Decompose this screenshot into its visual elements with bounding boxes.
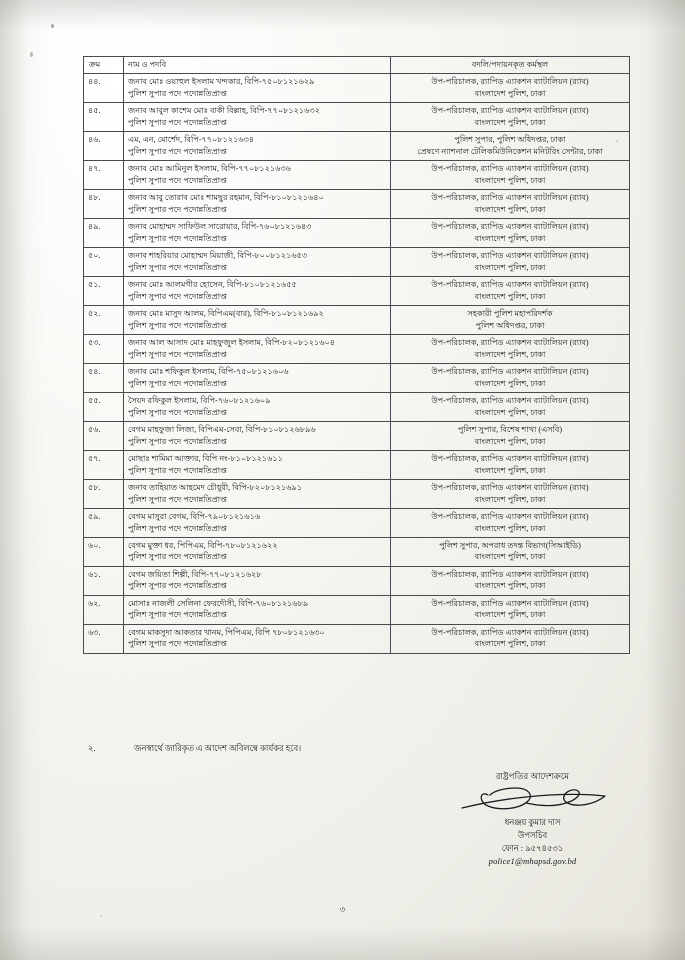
officer-current-designation: পুলিশ সুপার পদে পদোন্নতিপ্রাপ্ত: [128, 233, 227, 243]
table-row: [84, 451, 630, 480]
officer-current-designation: পুলিশ সুপার পদে পদোন্নতিপ্রাপ্ত: [128, 291, 227, 301]
table-row: [84, 566, 630, 595]
cell-name-and-designation: [124, 132, 391, 161]
officer-current-designation: পুলিশ সুপার পদে পদোন্নতিপ্রাপ্ত: [128, 262, 227, 272]
officer-name: মোছাঃ শামিমা আক্তার, বিপি নং-৮১০৮১২১৬১১: [128, 454, 283, 464]
cell-serial: ৪৮.: [84, 190, 124, 219]
signatory-email: police1@mhapsd.gov.bd: [488, 856, 577, 867]
cell-serial: ৫০.: [84, 248, 124, 277]
officer-name: বেগম মুক্তা ধর, পিপিএম, বিপি-৭৮০৮১২১৬২২: [128, 540, 278, 550]
cell-name-and-designation: [124, 364, 391, 393]
cell-posting: [391, 537, 630, 566]
posting-office: উপ-পরিচালক, র‍্যাপিড এ্যাকশন ব্যাটালিয়ন (র‍্যাব): [431, 251, 589, 261]
cell-posting: [391, 103, 630, 132]
table-row: [84, 103, 630, 132]
cell-name-and-designation: [124, 103, 391, 132]
cell-posting: [391, 335, 630, 364]
posting-office: উপ-পরিচালক, র‍্যাপিড এ্যাকশন ব্যাটালিয়ন (র‍্যাব): [431, 164, 589, 174]
column-header-name: নাম ও পদবি: [124, 57, 391, 74]
cell-name-and-designation: [124, 306, 391, 335]
posting-office: পুলিশ সুপার, বিশেষ শাখা (এসবি): [457, 425, 563, 435]
officer-name: এম, এন, মোর্শেদ, বিপি-৭৭০৮১২১৬৩৪: [128, 135, 255, 145]
officer-current-designation: পুলিশ সুপার পদে পদোন্নতিপ্রাপ্ত: [128, 146, 227, 156]
table-row: [84, 74, 630, 103]
officer-current-designation: পুলিশ সুপার পদে পদোন্নতিপ্রাপ্ত: [128, 581, 227, 591]
cell-posting: [391, 74, 630, 103]
posting-location: প্রেষণে ন্যাশনাল টেলিকমিউনিকেশন মনিটরিং সেন্টার, ঢাকা: [417, 146, 603, 156]
cell-serial: ৪৯.: [84, 219, 124, 248]
officer-current-designation: পুলিশ সুপার পদে পদোন্নতিপ্রাপ্ত: [128, 117, 227, 127]
officer-current-designation: পুলিশ সুপার পদে পদোন্নতিপ্রাপ্ত: [128, 407, 227, 417]
cell-posting: [391, 161, 630, 190]
cell-name-and-designation: [124, 422, 391, 451]
cell-posting: [391, 190, 630, 219]
table-row: [84, 161, 630, 190]
officer-name: জনাব মোঃ ওয়াহুল ইসলাম খন্দকার, বিপি-৭৫০৮১২১৬২৯: [128, 77, 315, 87]
transfer-order-table: [83, 56, 630, 654]
table-row: [84, 422, 630, 451]
officer-current-designation: পুলিশ সুপার পদে পদোন্নতিপ্রাপ্ত: [128, 610, 227, 620]
officer-current-designation: পুলিশ সুপার পদে পদোন্নতিপ্রাপ্ত: [128, 639, 227, 649]
table-body: [84, 74, 630, 653]
officer-name: জনাব তাহিয়াত আহমেদ চৌধুরী, বিপি-৮২০৮১২১৬৯১: [128, 483, 303, 493]
column-header-serial: ক্রম: [84, 57, 124, 74]
cell-name-and-designation: [124, 480, 391, 509]
officer-name: জনাব আবু তোরাব মোঃ শামছুর রহমান, বিপি-৮১০৮১২১৬৪০: [128, 193, 324, 203]
posting-location: বাংলাদেশ পুলিশ, ঢাকা: [474, 262, 546, 272]
officer-current-designation: পুলিশ সুপার পদে পদোন্নতিপ্রাপ্ত: [128, 523, 227, 533]
signatory-designation: উপসচিব: [517, 831, 548, 841]
clause-text: জনস্বার্থে জারিকৃত এ আদেশ অবিলম্বে কার্যকর হবে।: [134, 744, 302, 753]
posting-office: উপ-পরিচালক, র‍্যাপিড এ্যাকশন ব্যাটালিয়ন (র‍্যাব): [431, 598, 589, 608]
scan-shadow-top: [0, 0, 685, 30]
posting-location: বাংলাদেশ পুলিশ, ঢাকা: [474, 465, 546, 475]
table-row: [84, 277, 630, 306]
cell-serial: ৫৩.: [84, 335, 124, 364]
officer-name: জনাব মোঃ শফিকুল ইসলাম, বিপি-৭৫০৮১২১৬০৬: [128, 367, 289, 377]
table-row: [84, 480, 630, 509]
posting-location: বাংলাদেশ পুলিশ, ঢাকা: [474, 639, 546, 649]
posting-office: সহকারী পুলিশ মহাপরিদর্শক: [467, 309, 553, 319]
cell-posting: [391, 595, 630, 624]
posting-location: বাংলাদেশ পুলিশ, ঢাকা: [474, 88, 546, 98]
posting-office: উপ-পরিচালক, র‍্যাপিড এ্যাকশন ব্যাটালিয়ন (র‍্যাব): [431, 280, 589, 290]
cell-name-and-designation: [124, 537, 391, 566]
cell-serial: ৬২.: [84, 595, 124, 624]
posting-office: উপ-পরিচালক, র‍্যাপিড এ্যাকশন ব্যাটালিয়ন (র‍্যাব): [431, 338, 589, 348]
table-row: [84, 248, 630, 277]
cell-posting: [391, 248, 630, 277]
cell-serial: ৫৬.: [84, 422, 124, 451]
officer-current-designation: পুলিশ সুপার পদে পদোন্নতিপ্রাপ্ত: [128, 378, 227, 388]
table-header-row: [84, 57, 630, 74]
clause-number: ২.: [88, 744, 96, 753]
table-row: [84, 624, 630, 653]
cell-posting: [391, 480, 630, 509]
posting-office: উপ-পরিচালক, র‍্যাপিড এ্যাকশন ব্যাটালিয়ন (র‍্যাব): [431, 483, 589, 493]
officer-name: মোসাঃ নাজলী সেলিনা ফেরদৌসী, বিপি-৭৬০৮১২১৬৮৯: [128, 598, 309, 608]
officer-current-designation: পুলিশ সুপার পদে পদোন্নতিপ্রাপ্ত: [128, 175, 227, 185]
cell-name-and-designation: [124, 393, 391, 422]
posting-location: বাংলাদেশ পুলিশ, ঢাকা: [474, 610, 546, 620]
posting-office: উপ-পরিচালক, র‍্যাপিড এ্যাকশন ব্যাটালিয়ন (র‍্যাব): [431, 569, 589, 579]
officer-current-designation: পুলিশ সুপার পদে পদোন্নতিপ্রাপ্ত: [128, 88, 227, 98]
officer-current-designation: পুলিশ সুপার পদে পদোন্নতিপ্রাপ্ত: [128, 494, 227, 504]
signatory-name: ধনঞ্জয় কুমার দাস: [504, 818, 561, 828]
posting-location: বাংলাদেশ পুলিশ, ঢাকা: [474, 552, 546, 562]
table-row: [84, 595, 630, 624]
posting-office: উপ-পরিচালক, র‍্যাপিড এ্যাকশন ব্যাটালিয়ন (র‍্যাব): [431, 627, 589, 637]
posting-office: উপ-পরিচালক, র‍্যাপিড এ্যাকশন ব্যাটালিয়ন (র‍্যাব): [431, 367, 589, 377]
officer-current-designation: পুলিশ সুপার পদে পদোন্নতিপ্রাপ্ত: [128, 349, 227, 359]
posting-location: বাংলাদেশ পুলিশ, ঢাকা: [474, 233, 546, 243]
officer-name: বেগম মাসুরা বেগম, বিপি-৭৯০৮১২১৬১৬: [128, 512, 261, 522]
cell-posting: [391, 277, 630, 306]
posting-office: উপ-পরিচালক, র‍্যাপিড এ্যাকশন ব্যাটালিয়ন (র‍্যাব): [431, 454, 589, 464]
posting-location: বাংলাদেশ পুলিশ, ঢাকা: [474, 494, 546, 504]
posting-location: বাংলাদেশ পুলিশ, ঢাকা: [474, 204, 546, 214]
cell-serial: ৪৬.: [84, 132, 124, 161]
cell-name-and-designation: [124, 219, 391, 248]
column-header-posting: বদলি/পদায়নকৃত কর্মস্থল: [391, 57, 630, 74]
posting-location: বাংলাদেশ পুলিশ, ঢাকা: [474, 291, 546, 301]
officer-name: জনাব মোঃ আলমগীর হোসেন, বিপি-৮১০৮১২১৬৫৫: [128, 280, 297, 290]
table-row: [84, 335, 630, 364]
table-row: [84, 190, 630, 219]
scan-shadow-left: [0, 0, 46, 960]
table-row: [84, 364, 630, 393]
officer-current-designation: পুলিশ সুপার পদে পদোন্নতিপ্রাপ্ত: [128, 436, 227, 446]
cell-name-and-designation: [124, 595, 391, 624]
posting-location: বাংলাদেশ পুলিশ, ঢাকা: [474, 523, 546, 533]
officer-name: জনাব আল আসাদ মোঃ মাহফুজুল ইসলাম, বিপি-৮২০৮১২১৬০৪: [128, 338, 335, 348]
posting-office: উপ-পরিচালক, র‍্যাপিড এ্যাকশন ব্যাটালিয়ন (র‍্যাব): [431, 77, 589, 87]
cell-serial: ৪৭.: [84, 161, 124, 190]
handwritten-signature-icon: [458, 781, 608, 815]
cell-name-and-designation: [124, 335, 391, 364]
by-order-of-president: রাষ্ট্রপতির আদেশক্রমে: [495, 772, 570, 781]
table-row: [84, 393, 630, 422]
table-row: [84, 306, 630, 335]
officer-name: জনাব মোঃ মাসুদ আলম, বিপিএম(বার), বিপি-৮১০৮১২১৬৯২: [128, 309, 324, 319]
cell-name-and-designation: [124, 248, 391, 277]
cell-posting: [391, 509, 630, 538]
officer-name: বেগম মাহফুজা লিজা, বিপিএম-সেবা, বিপি-৮১০৮১২৬৮৯৬: [128, 425, 316, 435]
table-row: [84, 537, 630, 566]
cell-posting: [391, 219, 630, 248]
cell-serial: ৬০.: [84, 537, 124, 566]
table-row: [84, 219, 630, 248]
cell-serial: ৫২.: [84, 306, 124, 335]
officer-name: জনাব মোহাম্মদ সাফিউল সারোয়ার, বিপি-৭৬০৮১২১৬৪৩: [128, 222, 312, 232]
posting-location: বাংলাদেশ পুলিশ, ঢাকা: [474, 378, 546, 388]
officer-current-designation: পুলিশ সুপার পদে পদোন্নতিপ্রাপ্ত: [128, 552, 227, 562]
posting-location: বাংলাদেশ পুলিশ, ঢাকা: [474, 175, 546, 185]
cell-serial: ৫৮.: [84, 480, 124, 509]
cell-posting: [391, 451, 630, 480]
table-row: [84, 132, 630, 161]
officer-name: জনাব আবুল কাশেম মোঃ বাকী বিল্লাহ, বিপি-৭৭০৮১২১৬৩২: [128, 106, 320, 116]
posting-location: বাংলাদেশ পুলিশ, ঢাকা: [474, 436, 546, 446]
cell-posting: [391, 364, 630, 393]
officer-current-designation: পুলিশ সুপার পদে পদোন্নতিপ্রাপ্ত: [128, 465, 227, 475]
posting-office: উপ-পরিচালক, র‍্যাপিড এ্যাকশন ব্যাটালিয়ন (র‍্যাব): [431, 193, 589, 203]
scan-speck: [30, 52, 33, 57]
officer-name: বেগম মাকসুদা আকতার খানম, পিপিএম, বিপি ৭৮০৮১২১৬৩০: [128, 627, 325, 637]
cell-name-and-designation: [124, 566, 391, 595]
table-header: [84, 57, 630, 74]
officer-current-designation: পুলিশ সুপার পদে পদোন্নতিপ্রাপ্ত: [128, 320, 227, 330]
officer-name: বেগম জয়িতা শিল্পী, বিপি-৭৭০৮১২১৬২৮: [128, 569, 262, 579]
cell-posting: [391, 132, 630, 161]
cell-name-and-designation: [124, 74, 391, 103]
clause-paragraph: [88, 742, 588, 756]
cell-serial: ৪৫.: [84, 103, 124, 132]
cell-serial: ৬৩.: [84, 624, 124, 653]
officer-name: জনাব মোঃ আমিনুল ইসলাম, বিপি-৭৭০৮১২১৬৩৬: [128, 164, 291, 174]
posting-office: উপ-পরিচালক, র‍্যাপিড এ্যাকশন ব্যাটালিয়ন (র‍্যাব): [431, 106, 589, 116]
cell-posting: [391, 306, 630, 335]
cell-serial: ৫৭.: [84, 451, 124, 480]
cell-serial: ৫৫.: [84, 393, 124, 422]
posting-location: বাংলাদেশ পুলিশ, ঢাকা: [474, 349, 546, 359]
cell-posting: [391, 422, 630, 451]
cell-serial: ৬১.: [84, 566, 124, 595]
officer-current-designation: পুলিশ সুপার পদে পদোন্নতিপ্রাপ্ত: [128, 204, 227, 214]
cell-name-and-designation: [124, 161, 391, 190]
cell-serial: ৫৪.: [84, 364, 124, 393]
page-number: ৩: [339, 904, 346, 914]
posting-location: বাংলাদেশ পুলিশ, ঢাকা: [474, 117, 546, 127]
signature-block: [420, 770, 645, 868]
cell-name-and-designation: [124, 509, 391, 538]
officer-name: সৈয়দ রফিকুল ইসলাম, বিপি-৭৬০৮১২১৬০৯: [128, 396, 271, 406]
posting-office: উপ-পরিচালক, র‍্যাপিড এ্যাকশন ব্যাটালিয়ন (র‍্যাব): [431, 396, 589, 406]
signatory-phone: ফোন : ৯৫৭৪৫৩১: [501, 844, 564, 854]
officer-name: জনাব শাহরিয়ার মোহাম্মদ মিয়াজী, বিপি-৮০০৮১২১৬৫৩: [128, 251, 308, 261]
posting-office: পুলিশ সুপার, পুলিশ অধিদপ্তর, ঢাকা: [454, 135, 566, 145]
cell-name-and-designation: [124, 451, 391, 480]
cell-name-and-designation: [124, 277, 391, 306]
cell-posting: [391, 624, 630, 653]
scan-shadow-bottom: [0, 926, 685, 960]
cell-posting: [391, 393, 630, 422]
posting-office: পুলিশ সুপার, অপরাধ তদন্ত বিভাগ(সিআইডি): [439, 540, 581, 550]
cell-name-and-designation: [124, 624, 391, 653]
scan-speck: [51, 24, 54, 28]
cell-serial: ৫১.: [84, 277, 124, 306]
cell-name-and-designation: [124, 190, 391, 219]
posting-office: উপ-পরিচালক, র‍্যাপিড এ্যাকশন ব্যাটালিয়ন (র‍্যাব): [431, 222, 589, 232]
cell-serial: ৪৪.: [84, 74, 124, 103]
cell-serial: ৫৯.: [84, 509, 124, 538]
posting-office: উপ-পরিচালক, র‍্যাপিড এ্যাকশন ব্যাটালিয়ন (র‍্যাব): [431, 512, 589, 522]
scan-shadow-right: [645, 0, 685, 960]
posting-location: বাংলাদেশ পুলিশ, ঢাকা: [474, 581, 546, 591]
posting-location: বাংলাদেশ পুলিশ, ঢাকা: [474, 407, 546, 417]
table-row: [84, 509, 630, 538]
cell-posting: [391, 566, 630, 595]
posting-location: পুলিশ অধিদপ্তর, ঢাকা: [475, 320, 545, 330]
